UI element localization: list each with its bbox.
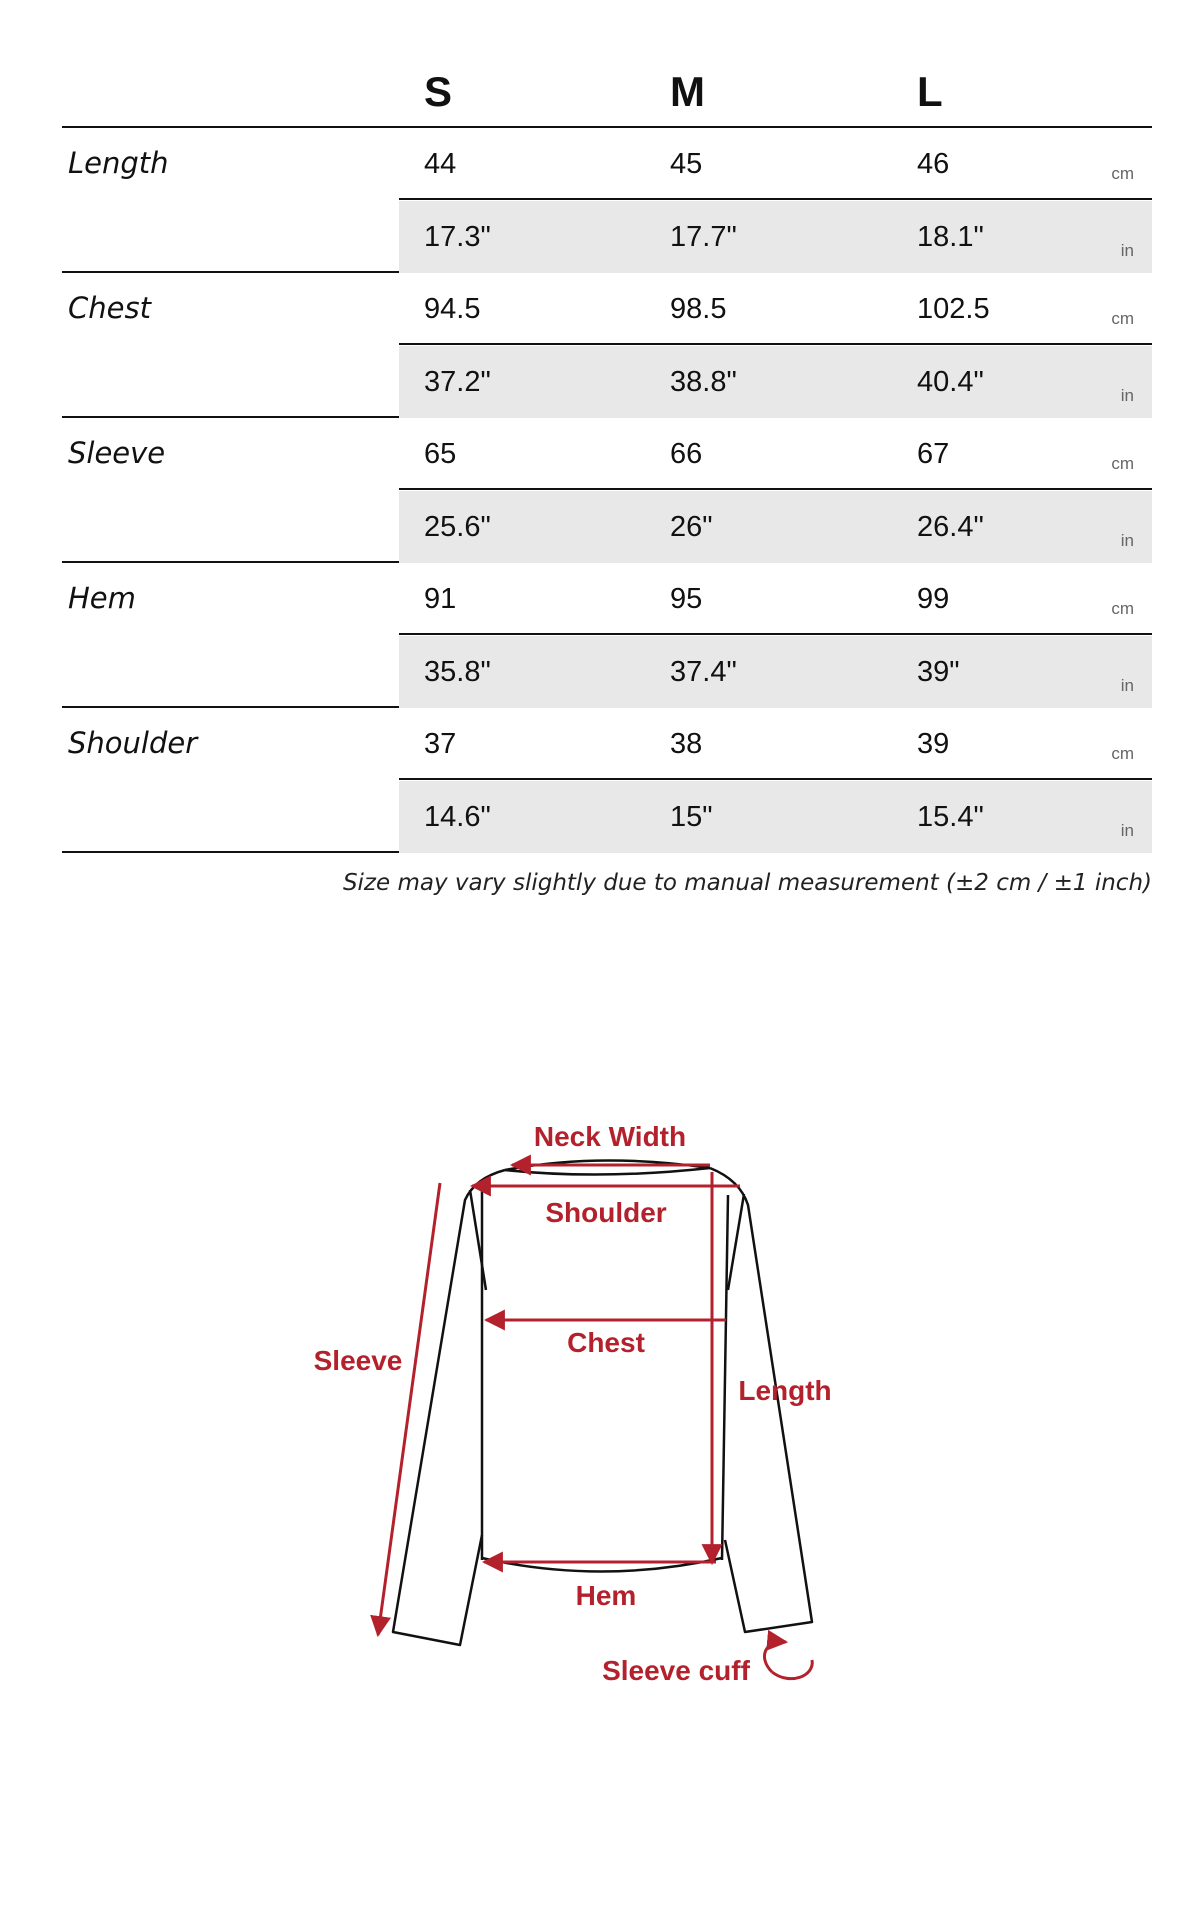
size-chart-table [62, 0, 1152, 853]
label-length: Length [738, 1375, 832, 1406]
value-l-in: 26.4" [917, 511, 984, 543]
value-m-cm: 95 [670, 583, 703, 615]
value-m-in: 38.8" [670, 366, 737, 398]
value-l-in: 18.1" [917, 221, 984, 253]
label-shoulder: Shoulder [545, 1197, 667, 1228]
in-row [399, 201, 1152, 273]
value-l-cm: 39 [917, 728, 950, 760]
unit-in: in [1120, 531, 1134, 550]
value-s-cm: 94.5 [424, 293, 481, 325]
value-l-cm: 102.5 [917, 293, 990, 325]
in-row [399, 781, 1152, 853]
unit-cm: cm [1111, 454, 1134, 473]
label-sleeve-cuff: Sleeve cuff [602, 1655, 750, 1686]
value-m-in: 17.7" [670, 221, 737, 253]
label-chest: Chest [567, 1327, 645, 1358]
value-s-in: 25.6" [424, 511, 491, 543]
value-l-in: 15.4" [917, 801, 984, 833]
measurement-group-chest [62, 273, 1152, 418]
in-row [399, 636, 1152, 708]
value-s-in: 14.6" [424, 801, 491, 833]
measurement-label: Length [68, 146, 169, 180]
sleeve-cuff-arrow [764, 1642, 786, 1672]
in-row [399, 346, 1152, 418]
measurement-label: Hem [68, 581, 136, 615]
measurement-label: Shoulder [68, 726, 198, 760]
measurement-group-shoulder [62, 708, 1152, 853]
value-m-in: 37.4" [670, 656, 737, 688]
in-row [399, 491, 1152, 563]
measurement-label: Chest [68, 291, 151, 325]
label-neck-width: Neck Width [533, 1121, 687, 1152]
value-m-cm: 98.5 [670, 293, 727, 325]
unit-in: in [1120, 676, 1134, 695]
unit-in: in [1120, 241, 1134, 260]
value-s-in: 17.3" [424, 221, 491, 253]
unit-cm: cm [1111, 599, 1134, 618]
value-s-cm: 65 [424, 438, 457, 470]
label-sleeve: Sleeve [313, 1345, 403, 1376]
value-l-cm: 46 [917, 148, 950, 180]
unit-cm: cm [1111, 744, 1134, 763]
size-header-s: S [424, 68, 453, 115]
value-m-cm: 38 [670, 728, 703, 760]
unit-in: in [1120, 386, 1134, 405]
cm-row [399, 273, 1152, 345]
cm-row [399, 708, 1152, 780]
unit-cm: cm [1111, 309, 1134, 328]
value-s-cm: 44 [424, 148, 457, 180]
value-m-in: 15" [670, 801, 713, 833]
size-header-m: M [670, 68, 705, 115]
label-hem: Hem [575, 1580, 637, 1611]
measurement-group-hem [62, 563, 1152, 708]
unit-cm: cm [1111, 164, 1134, 183]
value-m-cm: 66 [670, 438, 703, 470]
measurement-group-sleeve [62, 418, 1152, 563]
value-s-in: 37.2" [424, 366, 491, 398]
value-m-in: 26" [670, 511, 713, 543]
cm-row [399, 418, 1152, 490]
garment-measurement-diagram [0, 1080, 1200, 1800]
size-header-l: L [917, 68, 943, 115]
value-s-cm: 37 [424, 728, 457, 760]
value-l-cm: 99 [917, 583, 950, 615]
value-l-in: 40.4" [917, 366, 984, 398]
measurement-group-length [62, 128, 1152, 273]
value-m-cm: 45 [670, 148, 703, 180]
cm-row [399, 128, 1152, 200]
cm-row [399, 563, 1152, 635]
value-s-cm: 91 [424, 583, 457, 615]
measurement-note: Size may vary slightly due to manual measurement (±2 cm / ±1 inch) [342, 870, 1152, 896]
measurement-label: Sleeve [68, 436, 166, 470]
value-s-in: 35.8" [424, 656, 491, 688]
size-header-row [62, 0, 1152, 128]
unit-in: in [1120, 821, 1134, 840]
value-l-cm: 67 [917, 438, 950, 470]
value-l-in: 39" [917, 656, 960, 688]
